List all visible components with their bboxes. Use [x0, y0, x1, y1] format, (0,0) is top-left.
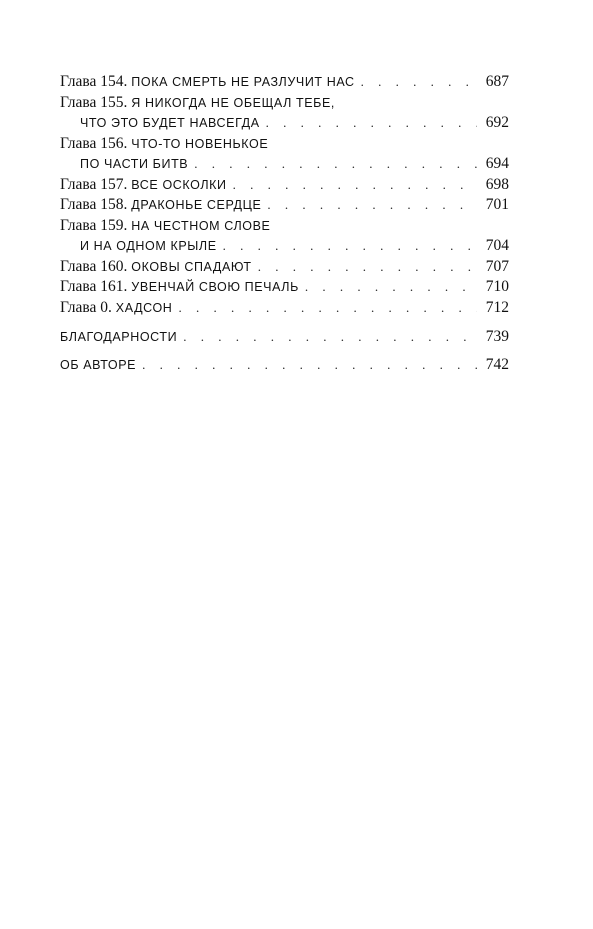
- dot-leader: [142, 355, 477, 376]
- page-number: 739: [485, 328, 509, 345]
- toc-entry-0[interactable]: [60, 298, 509, 319]
- chapter-number: Глава 0.: [60, 298, 112, 316]
- dot-leader: [183, 327, 477, 348]
- section-title: ОБ АВТОРЕ: [60, 357, 137, 372]
- dot-leader: [305, 277, 477, 298]
- chapter-number: Глава 160.: [60, 257, 128, 275]
- toc-line: [60, 175, 509, 196]
- dot-leader: [223, 236, 477, 257]
- page-number: 694: [485, 155, 509, 172]
- page-number: 712: [485, 298, 509, 316]
- page-number: 710: [485, 278, 509, 295]
- page-number: 692: [485, 114, 509, 131]
- toc-line-continuation: [60, 236, 509, 257]
- table-of-contents: [60, 72, 509, 375]
- chapter-number: Глава 157.: [60, 175, 128, 193]
- page-number: 704: [485, 237, 509, 254]
- page-number: 742: [485, 355, 509, 373]
- toc-line: [60, 277, 509, 298]
- chapter-title: ОКОВЫ СПАДАЮТ: [131, 259, 252, 274]
- chapter-title: НА ЧЕСТНОМ СЛОВЕ: [131, 218, 271, 233]
- toc-line: [60, 298, 509, 319]
- toc-line: [60, 355, 509, 376]
- chapter-title: УВЕНЧАЙ СВОЮ ПЕЧАЛЬ: [131, 280, 299, 294]
- chapter-number: Глава 161.: [60, 278, 128, 295]
- toc-line: [60, 327, 509, 348]
- dot-leader: [233, 175, 477, 196]
- toc-entry-about-author[interactable]: [60, 355, 509, 376]
- chapter-title-continuation: ЧТО ЭТО БУДЕТ НАВСЕГДА: [80, 116, 260, 130]
- chapter-number: Глава 158.: [60, 196, 128, 213]
- chapter-title: ВСЕ ОСКОЛКИ: [131, 177, 227, 192]
- toc-entry-160[interactable]: [60, 257, 509, 278]
- toc-entry-156[interactable]: [60, 134, 509, 175]
- chapter-title: ДРАКОНЬЕ СЕРДЦЕ: [131, 198, 262, 212]
- chapter-number: Глава 159.: [60, 216, 128, 234]
- dot-leader: [178, 298, 477, 319]
- page-number: 707: [485, 257, 509, 275]
- dot-leader: [266, 113, 477, 134]
- section-title: БЛАГОДАРНОСТИ: [60, 330, 178, 344]
- toc-line-continuation: [60, 113, 509, 134]
- toc-entry-154[interactable]: [60, 72, 509, 93]
- toc-line: [60, 134, 509, 155]
- toc-entry-161[interactable]: [60, 277, 509, 298]
- chapter-number: Глава 155.: [60, 93, 128, 111]
- page-number: 698: [485, 175, 509, 193]
- chapter-title: ХАДСОН: [115, 300, 173, 315]
- toc-line: [60, 216, 509, 237]
- page-number: 701: [485, 196, 509, 213]
- chapter-title: ПОКА СМЕРТЬ НЕ РАЗЛУЧИТ НАС: [131, 75, 355, 89]
- toc-line: [60, 195, 509, 216]
- toc-entry-157[interactable]: [60, 175, 509, 196]
- chapter-title: Я НИКОГДА НЕ ОБЕЩАЛ ТЕБЕ,: [131, 95, 335, 110]
- toc-line: [60, 93, 509, 114]
- chapter-title: ЧТО-ТО НОВЕНЬКОЕ: [131, 136, 269, 151]
- toc-line-continuation: [60, 154, 509, 175]
- toc-entry-155[interactable]: [60, 93, 509, 134]
- chapter-title-continuation: ПО ЧАСТИ БИТВ: [80, 157, 189, 171]
- toc-line: [60, 257, 509, 278]
- toc-line: [60, 72, 509, 93]
- toc-entry-158[interactable]: [60, 195, 509, 216]
- dot-leader: [267, 195, 477, 216]
- chapter-number: Глава 154.: [60, 73, 128, 90]
- toc-entry-159[interactable]: [60, 216, 509, 257]
- chapter-title-continuation: И НА ОДНОМ КРЫЛЕ: [80, 239, 217, 253]
- dot-leader: [194, 154, 477, 175]
- chapter-number: Глава 156.: [60, 134, 128, 152]
- dot-leader: [361, 72, 477, 93]
- toc-entry-acknowledgements[interactable]: [60, 327, 509, 348]
- dot-leader: [258, 257, 477, 278]
- page-number: 687: [485, 73, 509, 90]
